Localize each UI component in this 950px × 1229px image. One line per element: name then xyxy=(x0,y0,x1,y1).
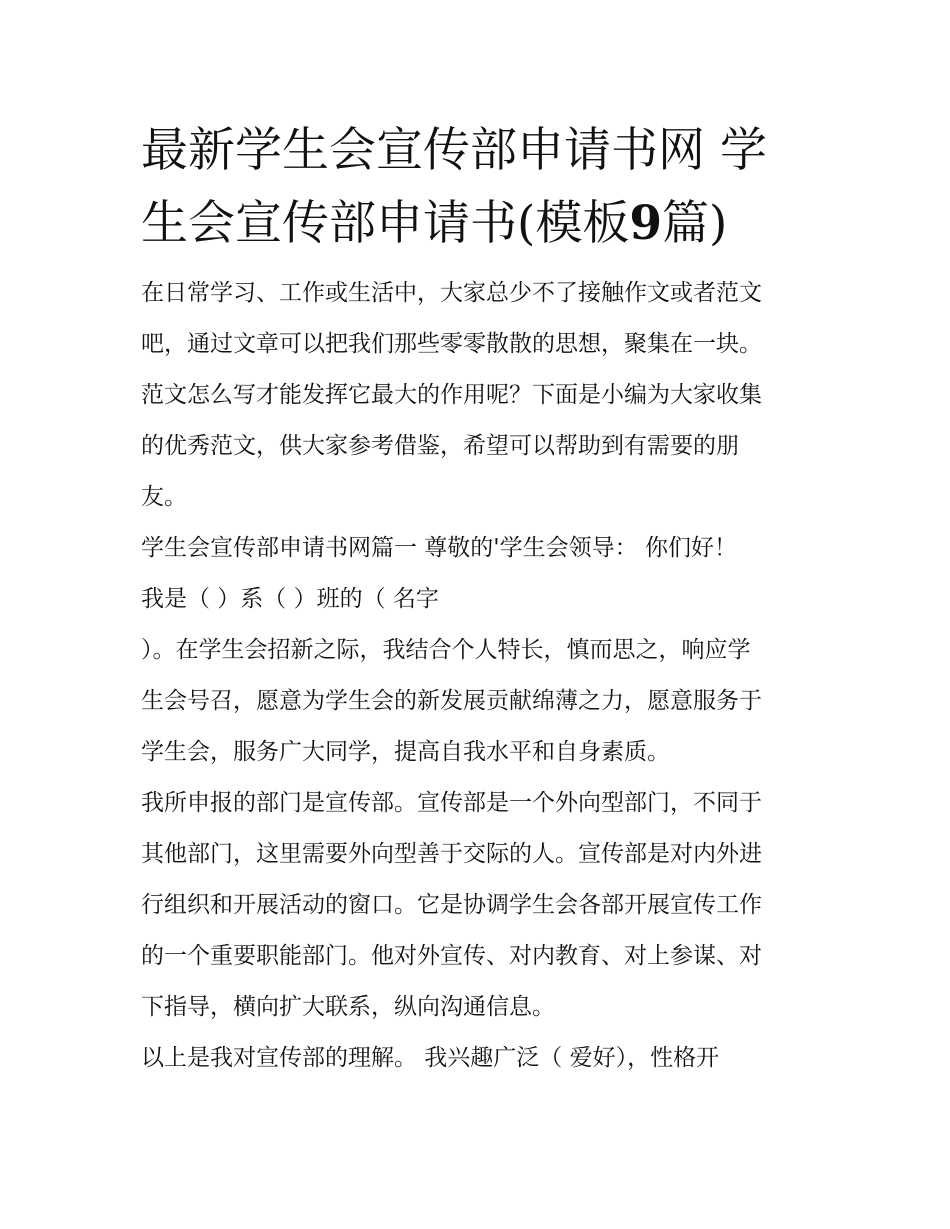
title-line-2-text: 生会宣传部申请书(模板 xyxy=(141,196,630,251)
paragraph-line: 我所申报的部门是宣传部。宣传部是一个外向型部门，不同于 xyxy=(141,790,762,816)
paragraph-line: 以上是我对宣传部的理解。 我兴趣广泛（ 爱好），性格开 xyxy=(141,1045,720,1071)
paragraph-salutation xyxy=(141,523,813,574)
paragraph-line: 学生会宣传部申请书网篇一 尊敬的'学生会领导： 你们好！ xyxy=(141,535,737,561)
title-line-1: 最新学生会宣传部申请书网 学 xyxy=(141,123,767,178)
paragraph-line: 我是（ ）系（ ）班的（ 名字 xyxy=(141,586,439,612)
paragraph-line: 生会号召，愿意为学生会的新发展贡献绵薄之力，愿意服务于 xyxy=(141,688,762,714)
paragraph-line: 范文怎么写才能发挥它最大的作用呢？下面是小编为大家收集 xyxy=(141,382,762,408)
paragraph-line: 吧，通过文章可以把我们那些零零散散的思想，聚集在一块。 xyxy=(141,331,762,357)
title-line-2-suffix: 篇) xyxy=(662,196,728,251)
document-title xyxy=(141,114,813,260)
paragraph-line: 友。 xyxy=(141,484,187,510)
title-line-2-number: 9 xyxy=(629,196,663,251)
title-line-2 xyxy=(141,187,813,260)
paragraph-line: 行组织和开展活动的窗口。它是协调学生会各部开展宣传工作 xyxy=(141,892,762,918)
paragraph-line: 其他部门，这里需要外向型善于交际的人。宣传部是对内外进 xyxy=(141,841,762,867)
paragraph-department xyxy=(141,778,813,1033)
paragraph-line: 的一个重要职能部门。他对外宣传、对内教育、对上参谋、对 xyxy=(141,943,762,969)
document-body xyxy=(141,114,813,1084)
paragraph-self-introduction xyxy=(141,574,813,778)
paragraph-line: 下指导，横向扩大联系，纵向沟通信息。 xyxy=(141,994,555,1020)
paragraph-understanding xyxy=(141,1033,813,1084)
paragraph-intro xyxy=(141,268,813,523)
paragraph-line: 的优秀范文，供大家参考借鉴，希望可以帮助到有需要的朋 xyxy=(141,433,739,459)
paragraph-line: ）。在学生会招新之际，我结合个人特长，慎而思之，响应学 xyxy=(141,637,751,663)
paragraph-line: 学生会，服务广大同学，提高自我水平和自身素质。 xyxy=(141,739,670,765)
paragraph-line: 在日常学习、工作或生活中，大家总少不了接触作文或者范文 xyxy=(141,280,762,306)
